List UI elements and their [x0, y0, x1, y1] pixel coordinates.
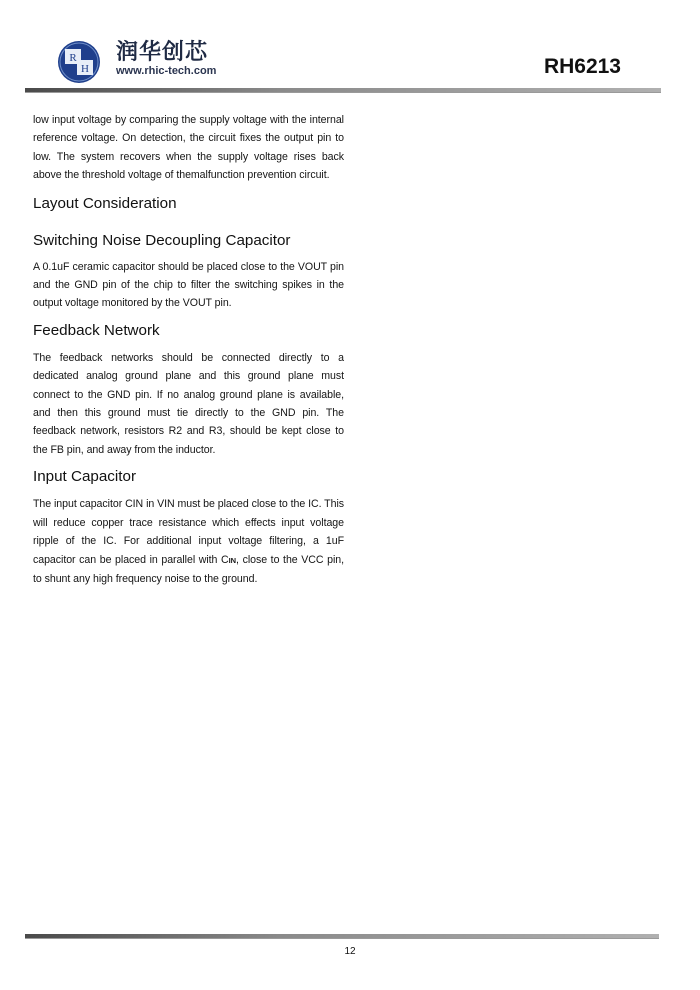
- uvlo-continuation-paragraph: low input voltage by comparing the supply voltage with the internal reference voltage. On detection, the circuit fixes the output pin to low. The system recovers when the supply voltage rises back above the threshold voltage of themalfunction prevention circuit.: [33, 114, 344, 182]
- brand-name: 润华创芯: [116, 40, 209, 65]
- logo-letter-r: R: [69, 52, 77, 64]
- input-capacitor-text-b: , close to the VCC pin, to shunt any high frequency noise to the ground.: [33, 553, 344, 585]
- logo-emblem-icon: [57, 40, 101, 84]
- cin-subscript: IN: [228, 555, 237, 565]
- cin-letter: C: [221, 553, 229, 566]
- company-logo: [57, 40, 101, 84]
- input-capacitor-paragraph: [33, 495, 344, 588]
- header-divider: [25, 88, 661, 93]
- brand-website: www.rhic-tech.com: [116, 65, 217, 77]
- section-heading-feedback-network: Feedback Network: [33, 321, 160, 339]
- cin-symbol: [221, 554, 236, 566]
- section-heading-switching-noise: Switching Noise Decoupling Capacitor: [33, 231, 291, 249]
- switching-noise-paragraph: A 0.1uF ceramic capacitor should be placed close to the VOUT pin and the GND pin of the chip to filter the switching spikes in the output voltage monitored by the VOUT pin.: [33, 260, 344, 310]
- feedback-network-paragraph: The feedback networks should be connected directly to a dedicated analog ground plane and this ground plane must connect to the GND pin. If no analog ground plane is available, and then this ground must tie directly to the GND pin. The feedback network, resistors R2 and R3, should be kept close to the FB pin, and away from the inductor.: [33, 351, 344, 456]
- section-heading-input-capacitor: Input Capacitor: [33, 468, 136, 486]
- main-content: [33, 111, 344, 588]
- input-capacitor-text-a: The input capacitor CIN in VIN must be placed close to the IC. This will reduce copper trace resistance which effects input voltage ripple of the IC. For additional input voltage filtering, a 1uF capacitor can be placed in parallel with: [33, 498, 344, 566]
- page-number: 12: [344, 946, 356, 957]
- footer-divider: [25, 934, 659, 939]
- logo-letter-h: H: [81, 63, 89, 75]
- part-number: RH6213: [543, 55, 621, 78]
- section-heading-layout-consideration: Layout Consideration: [33, 194, 177, 212]
